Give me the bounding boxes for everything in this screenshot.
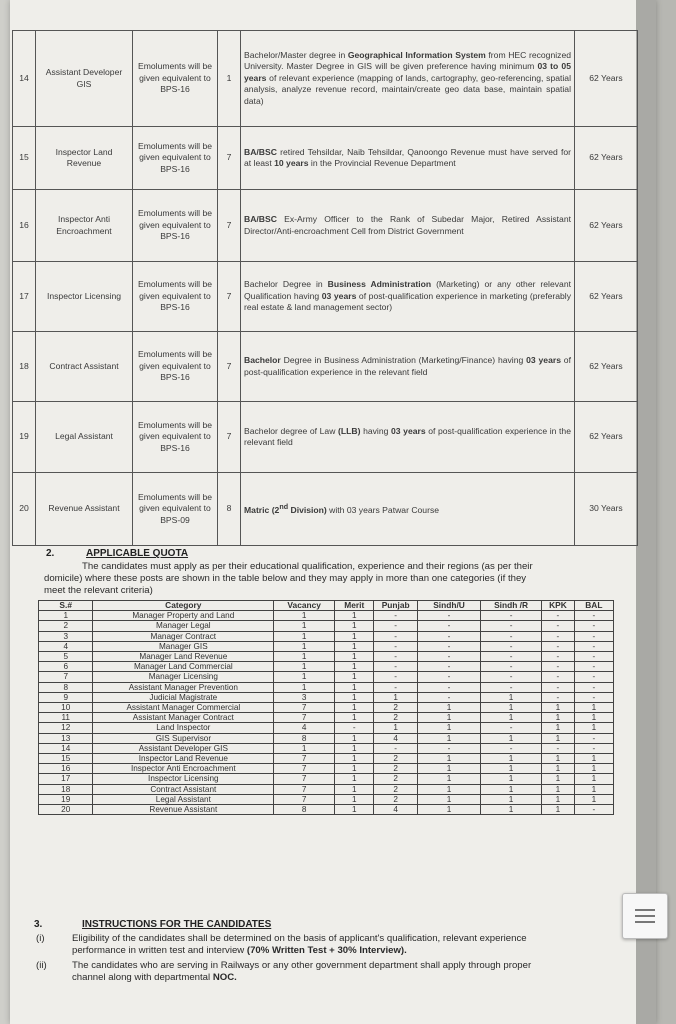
quota-header-cell: Sindh/U [417, 601, 480, 611]
instruction-2-number: (ii) [36, 960, 47, 971]
quota-cell: 1 [335, 621, 374, 631]
quota-cell: - [574, 621, 613, 631]
quota-cell: 1 [335, 713, 374, 723]
post-row [13, 332, 638, 402]
quota-category-cell: Inspector Anti Encroachment [93, 764, 274, 774]
quota-cell: - [481, 672, 542, 682]
quota-cell: - [417, 631, 480, 641]
quota-cell: - [542, 662, 575, 672]
quota-cell: 1 [417, 713, 480, 723]
section-2-title: APPLICABLE QUOTA [86, 548, 189, 559]
quota-cell: - [574, 611, 613, 621]
section-2-number: 2. [46, 548, 55, 559]
post-qualification: Bachelor degree of Law (LLB) having 03 years of post-qualification experience in the relevant field [241, 402, 575, 473]
quota-cell: - [417, 682, 480, 692]
quota-cell: 14 [39, 743, 93, 753]
section-3-title: INSTRUCTIONS FOR THE CANDIDATES [82, 919, 272, 930]
quota-cell: 1 [542, 805, 575, 815]
post-vacancy: 1 [218, 31, 241, 127]
quota-category-cell: Manager Land Revenue [93, 652, 274, 662]
quota-category-cell: Manager Land Commercial [93, 662, 274, 672]
post-title: Assistant Developer GIS [36, 31, 133, 127]
post-row [13, 262, 638, 332]
quota-cell: 1 [542, 764, 575, 774]
quota-row [39, 703, 614, 713]
section-2-paragraph-line-3: meet the relevant criteria) [44, 585, 153, 596]
quota-cell: - [417, 621, 480, 631]
post-title: Legal Assistant [36, 402, 133, 473]
quota-cell: 5 [39, 652, 93, 662]
quota-cell: 17 [39, 774, 93, 784]
quota-cell: 1 [481, 713, 542, 723]
quota-cell: 12 [39, 723, 93, 733]
quota-cell: 1 [417, 764, 480, 774]
quota-category-cell: Inspector Licensing [93, 774, 274, 784]
quota-cell: - [417, 743, 480, 753]
post-serial: 20 [13, 473, 36, 546]
quota-cell: 2 [39, 621, 93, 631]
quota-category-cell: Legal Assistant [93, 794, 274, 804]
post-qualification: Bachelor Degree in Business Administration (Marketing/Finance) having 03 years of post-qualification experience in the relevant field [241, 332, 575, 402]
quota-row [39, 641, 614, 651]
quota-cell: 2 [374, 784, 418, 794]
post-serial: 16 [13, 190, 36, 262]
posts-table [12, 30, 638, 546]
quota-cell: 1 [481, 733, 542, 743]
quota-row [39, 713, 614, 723]
quota-cell: 1 [481, 764, 542, 774]
quota-cell: 1 [542, 794, 575, 804]
post-serial: 17 [13, 262, 36, 332]
post-title: Inspector Land Revenue [36, 127, 133, 190]
section-2-paragraph-line-1: The candidates must apply as per their educational qualification, experience and their regions (as per their [82, 561, 533, 572]
quota-row [39, 743, 614, 753]
quota-cell: 1 [274, 631, 335, 641]
quota-cell: 1 [335, 631, 374, 641]
quota-row [39, 805, 614, 815]
menu-icon-bar [635, 909, 655, 911]
quota-cell: 4 [274, 723, 335, 733]
post-vacancy: 8 [218, 473, 241, 546]
quota-cell: 1 [39, 611, 93, 621]
section-2-paragraph-line-2: domicile) where these posts are shown in the table below and they may apply in more than one categories (if they [44, 573, 527, 584]
quota-cell: - [374, 621, 418, 631]
quota-cell: - [417, 692, 480, 702]
quota-cell: 1 [274, 621, 335, 631]
quota-header-cell: S.# [39, 601, 93, 611]
quota-cell: 20 [39, 805, 93, 815]
quota-cell: 1 [335, 794, 374, 804]
quota-cell: 1 [274, 682, 335, 692]
post-title: Contract Assistant [36, 332, 133, 402]
quota-category-cell: Land Inspector [93, 723, 274, 733]
quota-cell: 13 [39, 733, 93, 743]
quota-cell: 1 [417, 774, 480, 784]
quota-cell: - [374, 682, 418, 692]
quota-cell: 1 [417, 723, 480, 733]
quota-category-cell: Assistant Manager Commercial [93, 703, 274, 713]
quota-cell: 1 [481, 754, 542, 764]
quota-cell: 1 [481, 774, 542, 784]
quota-category-cell: Judicial Magistrate [93, 692, 274, 702]
post-qualification: Bachelor Degree in Business Administration (Marketing) or any other relevant Qualification having 03 years of post-qualification experience in marketing (preferably real estate & land management sector) [241, 262, 575, 332]
quota-category-cell: GIS Supervisor [93, 733, 274, 743]
quota-cell: 11 [39, 713, 93, 723]
quota-cell: 16 [39, 764, 93, 774]
quota-cell: 7 [274, 703, 335, 713]
quota-cell: - [374, 641, 418, 651]
quota-cell: 1 [574, 754, 613, 764]
instruction-1-line-1: Eligibility of the candidates shall be determined on the basis of applicant's qualification, relevant experience [72, 933, 527, 944]
post-pay-scale: Emoluments will be given equivalent to BPS-16 [133, 262, 218, 332]
quota-cell: 1 [335, 652, 374, 662]
post-pay-scale: Emoluments will be given equivalent to BPS-16 [133, 31, 218, 127]
quota-cell: 10 [39, 703, 93, 713]
instruction-2-line-1: The candidates who are serving in Railways or any other government department shall apply through proper [72, 960, 532, 971]
quota-cell: - [542, 743, 575, 753]
quota-header-cell: KPK [542, 601, 575, 611]
instruction-1-number: (i) [36, 933, 45, 944]
quota-table [38, 600, 614, 815]
quota-header-cell: Vacancy [274, 601, 335, 611]
quota-category-cell: Manager Contract [93, 631, 274, 641]
post-qualification: Bachelor/Master degree in Geographical Information System from HEC recognized University. Master Degree in GIS will be given preference having minimum 03 to 05 years of relevant experience (mapping of lands, cartography, geo-referencing, spatial analysis, analyze revenue record, maintain/create geo data base, maintain spatial data) [241, 31, 575, 127]
post-qualification: Matric (2nd Division) with 03 years Patwar Course [241, 473, 575, 546]
quota-cell: 2 [374, 754, 418, 764]
post-title: Inspector Anti Encroachment [36, 190, 133, 262]
quota-cell: - [417, 652, 480, 662]
quota-cell: 1 [335, 743, 374, 753]
post-age-limit: 62 Years [575, 127, 638, 190]
quota-cell: 4 [374, 805, 418, 815]
quota-cell: 1 [574, 723, 613, 733]
quota-cell: - [542, 641, 575, 651]
quota-cell: 1 [335, 764, 374, 774]
post-serial: 18 [13, 332, 36, 402]
instruction-2-line-2: channel along with departmental NOC. [72, 972, 237, 983]
quota-category-cell: Inspector Land Revenue [93, 754, 274, 764]
quota-cell: - [574, 672, 613, 682]
quota-row [39, 764, 614, 774]
quota-category-cell: Revenue Assistant [93, 805, 274, 815]
quota-cell: 1 [574, 703, 613, 713]
quota-cell: 1 [417, 794, 480, 804]
quota-cell: 1 [274, 662, 335, 672]
quota-cell: 1 [274, 743, 335, 753]
post-row [13, 190, 638, 262]
quota-cell: 2 [374, 794, 418, 804]
quota-cell: 7 [274, 774, 335, 784]
quota-header-cell: Merit [335, 601, 374, 611]
quota-cell: 3 [39, 631, 93, 641]
post-qualification: BA/BSC Ex-Army Officer to the Rank of Subedar Major, Retired Assistant Director/Anti-encroachment Cell from District Government [241, 190, 575, 262]
quota-cell: - [417, 611, 480, 621]
quota-cell: 1 [574, 774, 613, 784]
quota-cell: 4 [39, 641, 93, 651]
quota-cell: 1 [274, 652, 335, 662]
quota-cell: 6 [39, 662, 93, 672]
quota-cell: 1 [374, 692, 418, 702]
quota-category-cell: Assistant Manager Contract [93, 713, 274, 723]
quota-cell: 3 [274, 692, 335, 702]
post-vacancy: 7 [218, 402, 241, 473]
quota-cell: - [481, 621, 542, 631]
quota-cell: - [481, 641, 542, 651]
quota-cell: 9 [39, 692, 93, 702]
quota-cell: - [542, 682, 575, 692]
quota-cell: 1 [335, 805, 374, 815]
quota-cell: 1 [274, 672, 335, 682]
quota-row [39, 682, 614, 692]
quota-cell: - [574, 682, 613, 692]
post-age-limit: 62 Years [575, 262, 638, 332]
quota-cell: - [374, 743, 418, 753]
quota-row [39, 662, 614, 672]
quota-cell: 7 [274, 784, 335, 794]
post-row [13, 402, 638, 473]
post-serial: 14 [13, 31, 36, 127]
right-page-shadow [636, 0, 656, 1024]
quota-cell: 7 [274, 794, 335, 804]
quota-cell: 1 [481, 794, 542, 804]
quota-cell: 1 [335, 682, 374, 692]
quota-row [39, 754, 614, 764]
post-serial: 19 [13, 402, 36, 473]
post-serial: 15 [13, 127, 36, 190]
quota-cell: - [542, 652, 575, 662]
quota-cell: 1 [574, 794, 613, 804]
post-age-limit: 62 Years [575, 31, 638, 127]
quota-row [39, 794, 614, 804]
quota-cell: 1 [374, 723, 418, 733]
menu-icon-bar [635, 915, 655, 917]
quota-cell: 1 [542, 754, 575, 764]
quota-cell: - [481, 631, 542, 641]
post-vacancy: 7 [218, 190, 241, 262]
quota-row [39, 621, 614, 631]
quota-category-cell: Manager Legal [93, 621, 274, 631]
quota-cell: - [574, 733, 613, 743]
quota-row [39, 672, 614, 682]
post-age-limit: 30 Years [575, 473, 638, 546]
quota-header-cell: Punjab [374, 601, 418, 611]
post-vacancy: 7 [218, 262, 241, 332]
quota-cell: 1 [542, 703, 575, 713]
menu-icon-bar [635, 921, 655, 923]
quota-cell: 2 [374, 703, 418, 713]
quota-cell: 15 [39, 754, 93, 764]
post-pay-scale: Emoluments will be given equivalent to BPS-16 [133, 127, 218, 190]
quota-header-cell: Sindh /R [481, 601, 542, 611]
instruction-1-line-2: performance in written test and interview (70% Written Test + 30% Interview). [72, 945, 407, 956]
quota-cell: - [374, 662, 418, 672]
quota-cell: - [574, 662, 613, 672]
section-3-number: 3. [34, 919, 43, 930]
quota-cell: 1 [417, 733, 480, 743]
quota-cell: 1 [335, 703, 374, 713]
quota-row [39, 733, 614, 743]
quota-category-cell: Assistant Manager Prevention [93, 682, 274, 692]
post-age-limit: 62 Years [575, 402, 638, 473]
post-vacancy: 7 [218, 127, 241, 190]
quota-cell: 1 [542, 784, 575, 794]
quota-cell: 1 [542, 723, 575, 733]
quota-cell: 1 [335, 784, 374, 794]
quota-cell: 1 [335, 662, 374, 672]
quota-category-cell: Manager GIS [93, 641, 274, 651]
quota-cell: - [542, 672, 575, 682]
quota-cell: 1 [335, 692, 374, 702]
quota-cell: 19 [39, 794, 93, 804]
quota-cell: - [481, 652, 542, 662]
left-page-edge [0, 0, 10, 1024]
quota-category-cell: Assistant Developer GIS [93, 743, 274, 753]
quota-cell: 1 [574, 764, 613, 774]
post-row [13, 473, 638, 546]
quota-cell: 8 [274, 805, 335, 815]
quota-cell: 1 [417, 703, 480, 713]
quota-cell: - [574, 641, 613, 651]
quota-cell: 2 [374, 774, 418, 784]
post-title: Inspector Licensing [36, 262, 133, 332]
quota-category-cell: Manager Licensing [93, 672, 274, 682]
quota-cell: 1 [274, 611, 335, 621]
quota-row [39, 631, 614, 641]
quota-cell: - [574, 631, 613, 641]
quota-category-cell: Contract Assistant [93, 784, 274, 794]
quota-cell: - [542, 611, 575, 621]
quota-cell: - [374, 672, 418, 682]
quota-cell: 7 [274, 764, 335, 774]
quota-cell: 1 [481, 784, 542, 794]
quota-cell: - [542, 621, 575, 631]
quota-cell: 1 [481, 692, 542, 702]
quota-cell: 1 [417, 784, 480, 794]
quota-row [39, 784, 614, 794]
post-pay-scale: Emoluments will be given equivalent to BPS-16 [133, 190, 218, 262]
quota-cell: 7 [39, 672, 93, 682]
quota-cell: 7 [274, 713, 335, 723]
post-pay-scale: Emoluments will be given equivalent to BPS-16 [133, 332, 218, 402]
quota-cell: 1 [335, 672, 374, 682]
post-pay-scale: Emoluments will be given equivalent to BPS-09 [133, 473, 218, 546]
quota-cell: - [574, 652, 613, 662]
quota-row [39, 723, 614, 733]
post-title: Revenue Assistant [36, 473, 133, 546]
quota-category-cell: Manager Property and Land [93, 611, 274, 621]
post-row [13, 127, 638, 190]
quota-cell: 2 [374, 764, 418, 774]
quota-cell: - [481, 723, 542, 733]
quota-cell: - [574, 743, 613, 753]
quota-row [39, 611, 614, 621]
quota-header-cell: BAL [574, 601, 613, 611]
quota-cell: 1 [481, 805, 542, 815]
quota-row [39, 692, 614, 702]
quota-cell: 8 [274, 733, 335, 743]
quota-cell: 1 [335, 641, 374, 651]
post-row [13, 31, 638, 127]
quota-cell: - [374, 652, 418, 662]
quota-cell: 1 [335, 774, 374, 784]
post-vacancy: 7 [218, 332, 241, 402]
quota-cell: - [417, 672, 480, 682]
quota-cell: 4 [374, 733, 418, 743]
quota-cell: - [335, 723, 374, 733]
quota-cell: 2 [374, 713, 418, 723]
quota-cell: - [417, 641, 480, 651]
quota-cell: 1 [417, 754, 480, 764]
quota-row [39, 652, 614, 662]
quota-header-cell: Category [93, 601, 274, 611]
quota-cell: - [374, 631, 418, 641]
quota-cell: - [417, 662, 480, 672]
quota-cell: 1 [481, 703, 542, 713]
quota-cell: 8 [39, 682, 93, 692]
quota-cell: - [574, 805, 613, 815]
quota-cell: 18 [39, 784, 93, 794]
quota-cell: 1 [335, 754, 374, 764]
quota-cell: - [574, 692, 613, 702]
post-age-limit: 62 Years [575, 332, 638, 402]
quota-cell: - [481, 611, 542, 621]
quota-cell: 7 [274, 754, 335, 764]
quota-cell: - [481, 662, 542, 672]
quota-cell: 1 [542, 774, 575, 784]
quota-cell: 1 [574, 713, 613, 723]
quota-cell: 1 [274, 641, 335, 651]
quota-cell: 1 [542, 713, 575, 723]
quota-cell: - [481, 743, 542, 753]
quota-cell: - [481, 682, 542, 692]
quota-cell: 1 [335, 611, 374, 621]
quota-cell: - [542, 692, 575, 702]
quota-cell: 1 [417, 805, 480, 815]
quota-cell: - [542, 631, 575, 641]
post-age-limit: 62 Years [575, 190, 638, 262]
quota-cell: 1 [542, 733, 575, 743]
quota-cell: - [374, 611, 418, 621]
quota-cell: 1 [574, 784, 613, 794]
quota-cell: 1 [335, 733, 374, 743]
quota-row [39, 774, 614, 784]
menu-button[interactable] [622, 893, 668, 939]
post-pay-scale: Emoluments will be given equivalent to BPS-16 [133, 402, 218, 473]
post-qualification: BA/BSC retired Tehsildar, Naib Tehsildar, Qanoongo Revenue must have served for at least 10 years in the Provincial Revenue Department [241, 127, 575, 190]
